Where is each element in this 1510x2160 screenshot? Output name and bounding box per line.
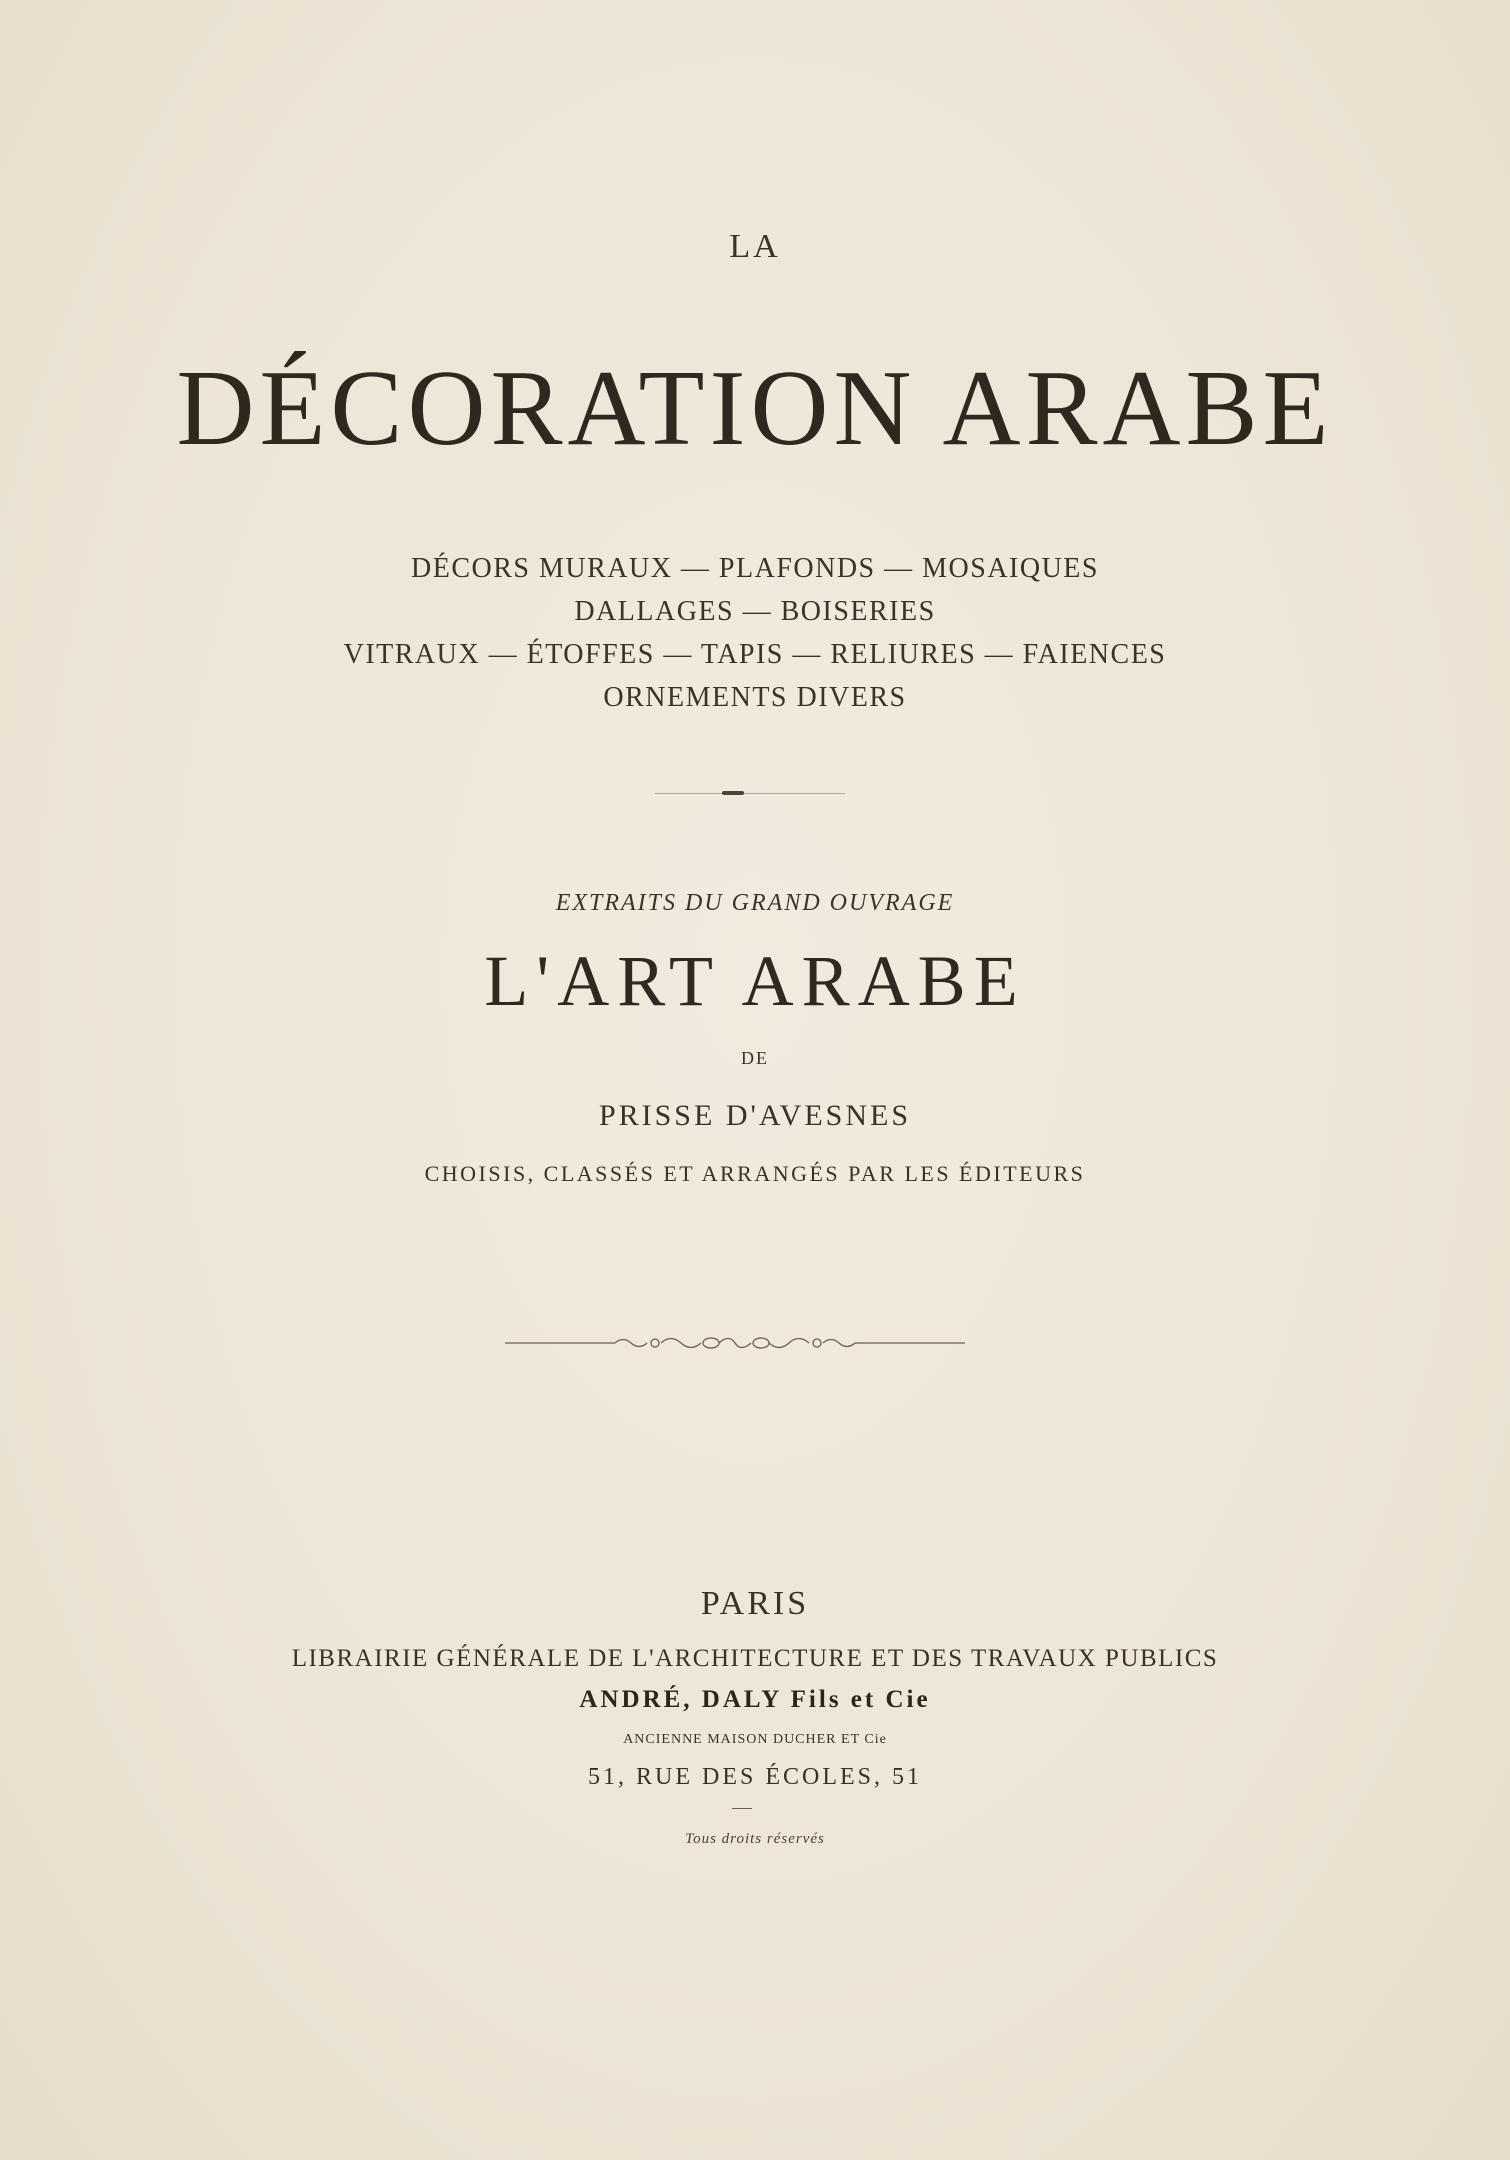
subtitle-line-4: ORNEMENTS DIVERS — [603, 682, 907, 713]
ornamental-flourish — [505, 1330, 965, 1356]
de-line: DE — [741, 1048, 769, 1068]
publisher-line: LIBRAIRIE GÉNÉRALE DE L'ARCHITECTURE ET DES TRAVAUX PUBLICS — [291, 1645, 1219, 1672]
subtitle-line-1: DÉCORS MURAUX — PLAFONDS — MOSAIQUES — [411, 553, 1099, 584]
arrangement-line: CHOISIS, CLASSÉS ET ARRANGÉS PAR LES ÉDITEURS — [424, 1161, 1086, 1186]
author-name: PRISSE D'AVESNES — [598, 1099, 912, 1132]
publisher-name: ANDRÉ, DALY Fils et Cie — [579, 1686, 931, 1713]
former-house-line: ANCIENNE MAISON DUCHER ET Cie — [623, 1732, 887, 1747]
section-divider-rule — [655, 793, 845, 794]
subtitle-line-2: DALLAGES — BOISERIES — [574, 596, 936, 627]
rights-notice: Tous droits réservés — [685, 1831, 825, 1847]
imprint-city: PARIS — [700, 1585, 810, 1622]
main-title: DÉCORATION ARABE — [176, 349, 1334, 468]
address-line: 51, RUE DES ÉCOLES, 51 — [587, 1764, 922, 1790]
section-divider-mark — [722, 791, 744, 795]
imprint-dash — [732, 1808, 752, 1809]
subtitle-line-3: VITRAUX — ÉTOFFES — TAPIS — RELIURES — FAIENCES — [343, 639, 1167, 670]
extraits-line: EXTRAITS DU GRAND OUVRAGE — [555, 890, 955, 916]
title-article: LA — [729, 228, 781, 265]
work-title: L'ART ARABE — [484, 941, 1026, 1021]
